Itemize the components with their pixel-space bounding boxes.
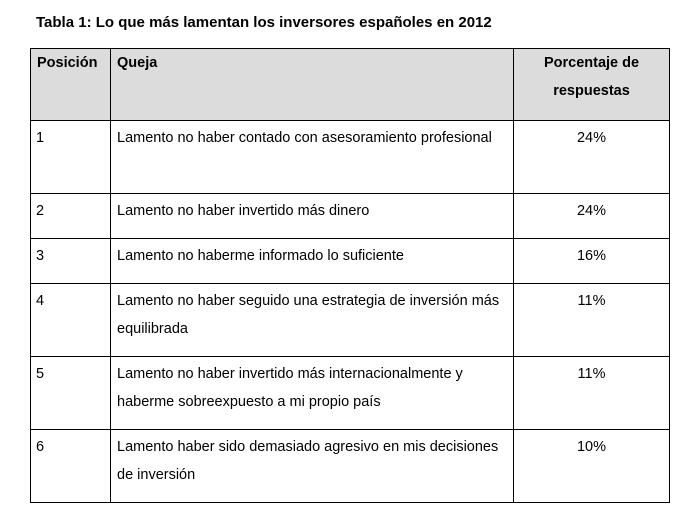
row-complaint: Lamento no haber invertido más dinero — [111, 194, 514, 239]
row-position: 6 — [31, 430, 111, 503]
row-position: 3 — [31, 239, 111, 284]
row-position: 4 — [31, 284, 111, 357]
row-percentage: 10% — [514, 430, 670, 503]
row-percentage: 11% — [514, 357, 670, 430]
row-complaint: Lamento no haber invertido más internacionalmente y haberme sobreexpuesto a mi propio país — [111, 357, 514, 430]
table-header-row — [31, 49, 670, 121]
row-percentage: 16% — [514, 239, 670, 284]
table-row — [31, 430, 670, 503]
row-complaint: Lamento no haber seguido una estrategia de inversión más equilibrada — [111, 284, 514, 357]
investor-regrets-table — [30, 48, 670, 503]
table-row — [31, 284, 670, 357]
row-position: 5 — [31, 357, 111, 430]
row-percentage: 24% — [514, 121, 670, 194]
row-complaint: Lamento haber sido demasiado agresivo en mis decisiones de inversión — [111, 430, 514, 503]
table-caption: Tabla 1: Lo que más lamentan los inversores españoles en 2012 — [36, 14, 492, 31]
header-position: Posición — [31, 49, 111, 121]
header-complaint: Queja — [111, 49, 514, 121]
table-row — [31, 121, 670, 194]
table-row — [31, 194, 670, 239]
row-complaint: Lamento no haberme informado lo suficiente — [111, 239, 514, 284]
row-percentage: 24% — [514, 194, 670, 239]
row-percentage: 11% — [514, 284, 670, 357]
table-row — [31, 357, 670, 430]
header-percentage: Porcentaje de respuestas — [514, 49, 670, 121]
table-row — [31, 239, 670, 284]
row-position: 1 — [31, 121, 111, 194]
row-complaint: Lamento no haber contado con asesoramiento profesional — [111, 121, 514, 194]
row-position: 2 — [31, 194, 111, 239]
